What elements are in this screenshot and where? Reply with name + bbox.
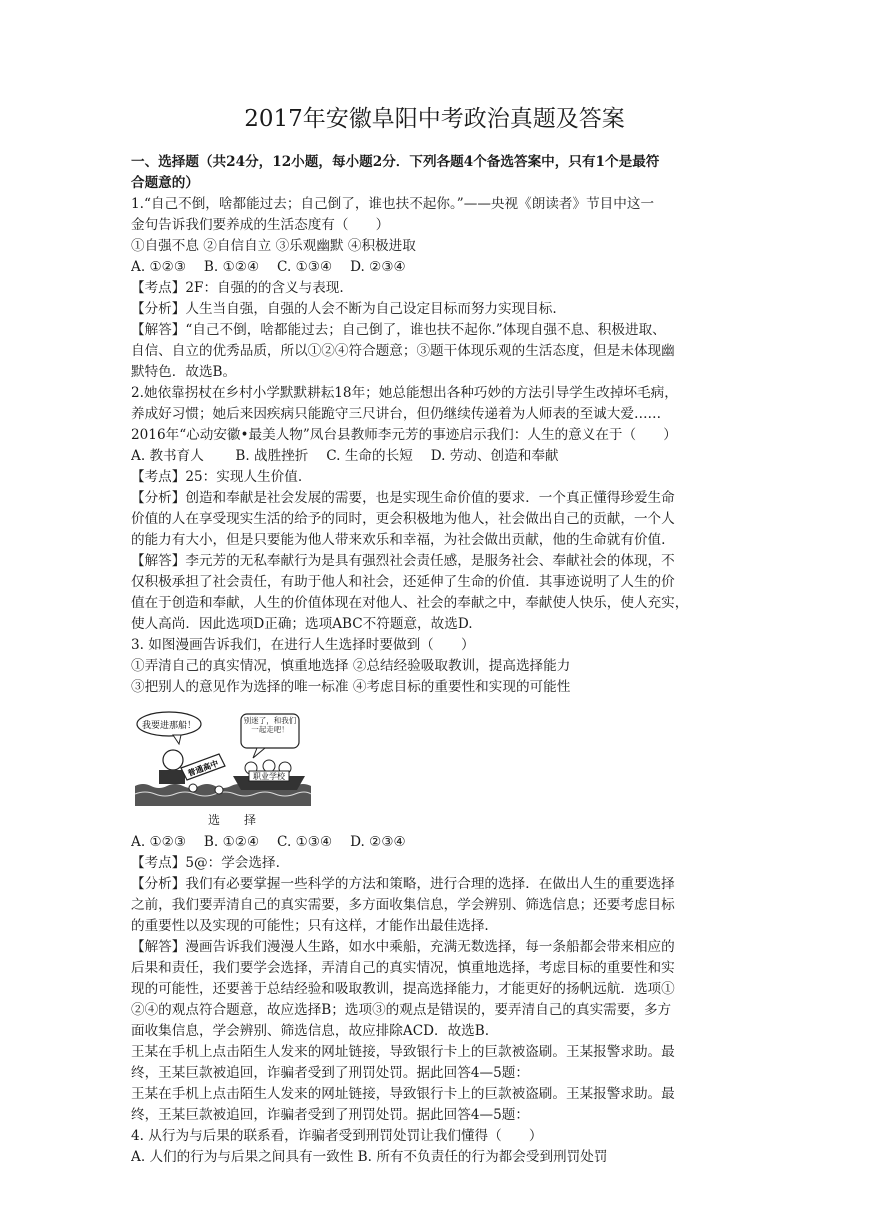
section-heading: 一、选择题（共24分，12小题，每小题2分．下列各题4个备选答案中，只有1个是最符 (131, 154, 660, 170)
bubble-right-text: 别迷了，和我们一起走吧！ (243, 716, 297, 734)
boat-right-text: 职业学校 (253, 772, 285, 781)
question-1-items: ①自强不息 ②自信自立 ③乐观幽默 ④积极进取 (131, 238, 416, 254)
question-2-stem: 2.她依靠拐杖在乡村小学默默耕耘18年；她总能想出各种巧妙的方法引导学生改掉坏毛病， (131, 385, 678, 401)
material-paragraph-repeat: 王某在手机上点击陌生人发来的网址链接，导致银行卡上的巨款被盗刷。王某报警求助。最 (131, 1086, 675, 1102)
question-3-options: A. ①②③ B. ①②④ C. ①③④ D. ②③④ (131, 834, 406, 850)
question-3-answer: 【解答】漫画告诉我们漫漫人生路，如水中乘船，充满无数选择，每一条船都会带来相应的 (131, 939, 675, 955)
document-body (131, 152, 743, 1168)
question-3-analysis-cont: 之前，我们要弄清自己的真实需要，多方面收集信息，学会辨别、筛选信息；还要考虑目标 (131, 897, 675, 913)
cartoon-caption: 选 择 (208, 813, 263, 827)
question-2-analysis: 【分析】创造和奉献是社会发展的需要，也是实现生命价值的要求．一个真正懂得珍爱生命 (131, 490, 675, 506)
question-2-options: A. 教书育人 B. 战胜挫折 C. 生命的长短 D. 劳动、创造和奉献 (131, 448, 559, 464)
question-3-answer-cont: ②④的观点符合题意，故应选择B；选项③的观点是错误的，要弄清自己的真实需要，多方 (131, 1002, 672, 1018)
question-4-stem: 4. 从行为与后果的联系看，诈骗者受到刑罚处罚让我们懂得（ ） (131, 1128, 543, 1144)
material-paragraph: 王某在手机上点击陌生人发来的网址链接，导致银行卡上的巨款被盗刷。王某报警求助。最 (131, 1044, 675, 1060)
question-1-analysis: 【分析】人生当自强，自强的人会不断为自己设定目标而努力实现目标. (131, 301, 557, 317)
question-2-stem-cont: 2016年“心动安徽•最美人物”凤台县教师李元芳的事迹启示我们：人生的意义在于（ ） (131, 427, 677, 443)
question-3-kaodian: 【考点】5@：学会选择. (131, 855, 280, 871)
question-3-analysis: 【分析】我们有必要掌握一些科学的方法和策略，进行合理的选择．在做出人生的重要选择 (131, 876, 675, 892)
document-title: 2017年安徽阜阳中考政治真题及答案 (244, 106, 625, 132)
section-heading-cont: 合题意的） (131, 175, 199, 191)
question-1-answer: 【解答】“自己不倒，啥都能过去；自己倒了，谁也扶不起你.”体现自强不息、积极进取、 (131, 322, 666, 338)
question-1-answer-cont: 自信、自立的优秀品质，所以①②④符合题意；③题干体现乐观的生活态度，但是未体现幽 (131, 343, 675, 359)
material-paragraph-repeat-cont: 终，王某巨款被追回，诈骗者受到了刑罚处罚。据此回答4—5题： (131, 1107, 529, 1123)
question-2-stem-cont: 养成好习惯；她后来因疾病只能跪守三尺讲台，但仍继续传递着为人师表的至诚大爱…… (131, 406, 662, 422)
question-1-options: A. ①②③ B. ①②④ C. ①③④ D. ②③④ (131, 259, 406, 275)
question-3-items-cont: ③把别人的意见作为选择的唯一标准 ④考虑目标的重要性和实现的可能性 (131, 679, 571, 695)
question-3-answer-cont: 现的可能性，还要善于总结经验和吸取教训，提高选择能力，才能更好的扬帆远航．选项① (131, 981, 675, 997)
question-1-answer-cont: 默特色．故选B。 (131, 364, 237, 380)
question-3-analysis-cont: 的重要性以及实现的可能性；只有这样，才能作出最佳选择. (131, 918, 489, 934)
question-1-kaodian: 【考点】2F：自强的的含义与表现. (131, 280, 344, 296)
question-2-kaodian: 【考点】25：实现人生价值. (131, 469, 303, 485)
question-2-answer-cont: 使人高尚．因此选项D正确；选项ABC不符题意，故选D. (131, 616, 473, 632)
question-2-analysis-cont: 价值的人在享受现实生活的给予的同时，更会积极地为他人，社会做出自己的贡献，一个人 (131, 511, 675, 527)
question-1-stem: 1.“自己不倒，啥都能过去；自己倒了，谁也扶不起你。”——央视《朗读者》节目中这一 (131, 196, 655, 212)
question-3-answer-cont: 后果和责任，我们要学会选择，弄清自己的真实情况，慎重地选择，考虑目标的重要性和实 (131, 960, 675, 976)
question-2-answer-cont: 值在于创造和奉献，人生的价值体现在对他人、社会的奉献之中，奉献使人快乐，使人充实， (131, 595, 689, 611)
bubble-left-text: 我要进那船！ (141, 721, 197, 731)
boat-left-text: 普通高中 (186, 758, 220, 779)
material-paragraph-cont: 终，王某巨款被追回，诈骗者受到了刑罚处罚。据此回答4—5题： (131, 1065, 529, 1081)
question-3-items: ①弄清自己的真实情况，慎重地选择 ②总结经验吸取教训，提高选择能力 (131, 658, 571, 674)
question-2-answer: 【解答】李元芳的无私奉献行为是具有强烈社会责任感，是服务社会、奉献社会的体现，不 (131, 553, 675, 569)
question-2-answer-cont: 仅积极承担了社会责任，有助于他人和社会，还延伸了生命的价值．其事迹说明了人生的价 (131, 574, 675, 590)
question-2-analysis-cont: 的能力有大小，但是只要能为他人带来欢乐和幸福，为社会做出贡献，他的生命就有价值. (131, 532, 666, 548)
question-3-answer-cont: 面收集信息，学会辨别、筛选信息，故应排除ACD．故选B. (131, 1023, 490, 1039)
question-1-stem-cont: 金句告诉我们要养成的生活态度有（ ） (131, 217, 390, 233)
question-3-stem: 3. 如图漫画告诉我们，在进行人生选择时要做到（ ） (131, 637, 475, 653)
cartoon-image (133, 708, 313, 830)
question-4-options: A. 人们的行为与后果之间具有一致性 B. 所有不负责任的行为都会受到刑罚处罚 (131, 1149, 608, 1165)
